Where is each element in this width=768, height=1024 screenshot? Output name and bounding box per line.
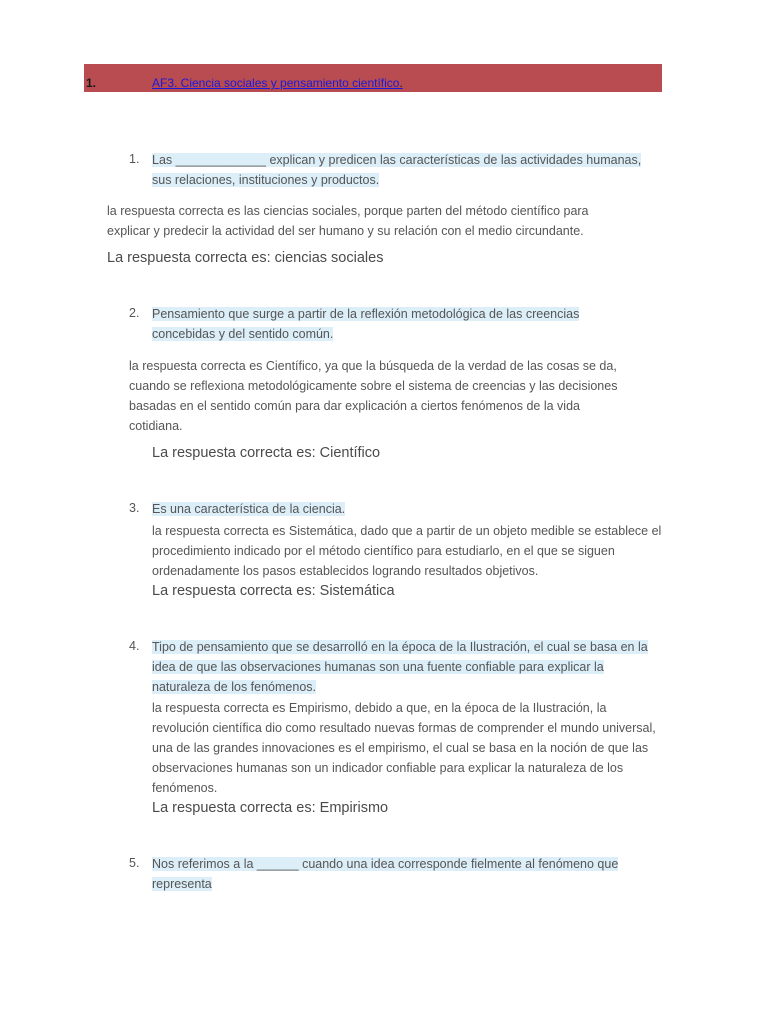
section-header — [84, 64, 662, 92]
section-title-trailing: . — [399, 76, 403, 90]
question-1-highlight: Las _____________ explican y predicen las características de las actividades humanas, sus relaciones, instituciones y productos. — [152, 153, 642, 187]
question-2-number: 2. — [129, 306, 140, 320]
question-5-highlight: Nos referimos a la ______ cuando una idea corresponde fielmente al fenómeno que representa — [152, 857, 619, 891]
section-number: 1. — [86, 76, 97, 90]
question-1-explanation: la respuesta correcta es las ciencias sociales, porque parten del método científico para explicar y predecir la actividad del ser humano y su relación con el medio circundante. — [107, 204, 589, 238]
question-5-number: 5. — [129, 856, 140, 870]
question-4-explanation: la respuesta correcta es Empirismo, debido a que, en la época de la Ilustración, la revolución científica dio como resultado nuevas formas de comprender el mundo universal, una de las grandes innovaciones es el empirismo, el cual se basa en la noción de que las observaciones humanas son un indicador confiable para explicar la naturaleza de los fenómenos. — [152, 701, 656, 795]
section-title-text: AF3. Ciencia sociales y pensamiento científico — [152, 76, 400, 90]
question-3-number: 3. — [129, 501, 140, 515]
question-1-answer: La respuesta correcta es: ciencias sociales — [107, 250, 384, 266]
question-1-text — [152, 150, 662, 190]
question-4-text — [152, 637, 664, 697]
section-title-link[interactable] — [152, 76, 403, 90]
question-4-highlight: Tipo de pensamiento que se desarrolló en la época de la Ilustración, el cual se basa en la idea de que las observaciones humanas son una fuente confiable para explicar la naturaleza de los fenómenos. — [152, 640, 648, 694]
question-3-text — [152, 499, 662, 519]
question-2-answer: La respuesta correcta es: Científico — [152, 445, 381, 461]
question-5-text — [152, 854, 652, 894]
question-3-answer: La respuesta correcta es: Sistemática — [152, 583, 395, 599]
question-4-number: 4. — [129, 639, 140, 653]
question-3-explanation: la respuesta correcta es Sistemática, dado que a partir de un objeto medible se establece el procedimiento indicado por el método científico para estudiarlo, en el que se siguen ordenadamente los pasos establecidos logrando resultados objetivos. — [152, 524, 662, 578]
question-2-highlight: Pensamiento que surge a partir de la reflexión metodológica de las creencias concebidas y del sentido común. — [152, 307, 580, 341]
question-4-answer: La respuesta correcta es: Empirismo — [152, 800, 389, 816]
question-2-text — [152, 304, 612, 344]
question-3-highlight: Es una característica de la ciencia. — [152, 502, 346, 516]
question-1-number: 1. — [129, 152, 140, 166]
question-2-explanation: la respuesta correcta es Científico, ya que la búsqueda de la verdad de las cosas se da, cuando se reflexiona metodológicamente sobre el sistema de creencias y las decisiones basadas en el sentido común para dar explicación a ciertos fenómenos de la vida cotidiana. — [129, 359, 618, 433]
